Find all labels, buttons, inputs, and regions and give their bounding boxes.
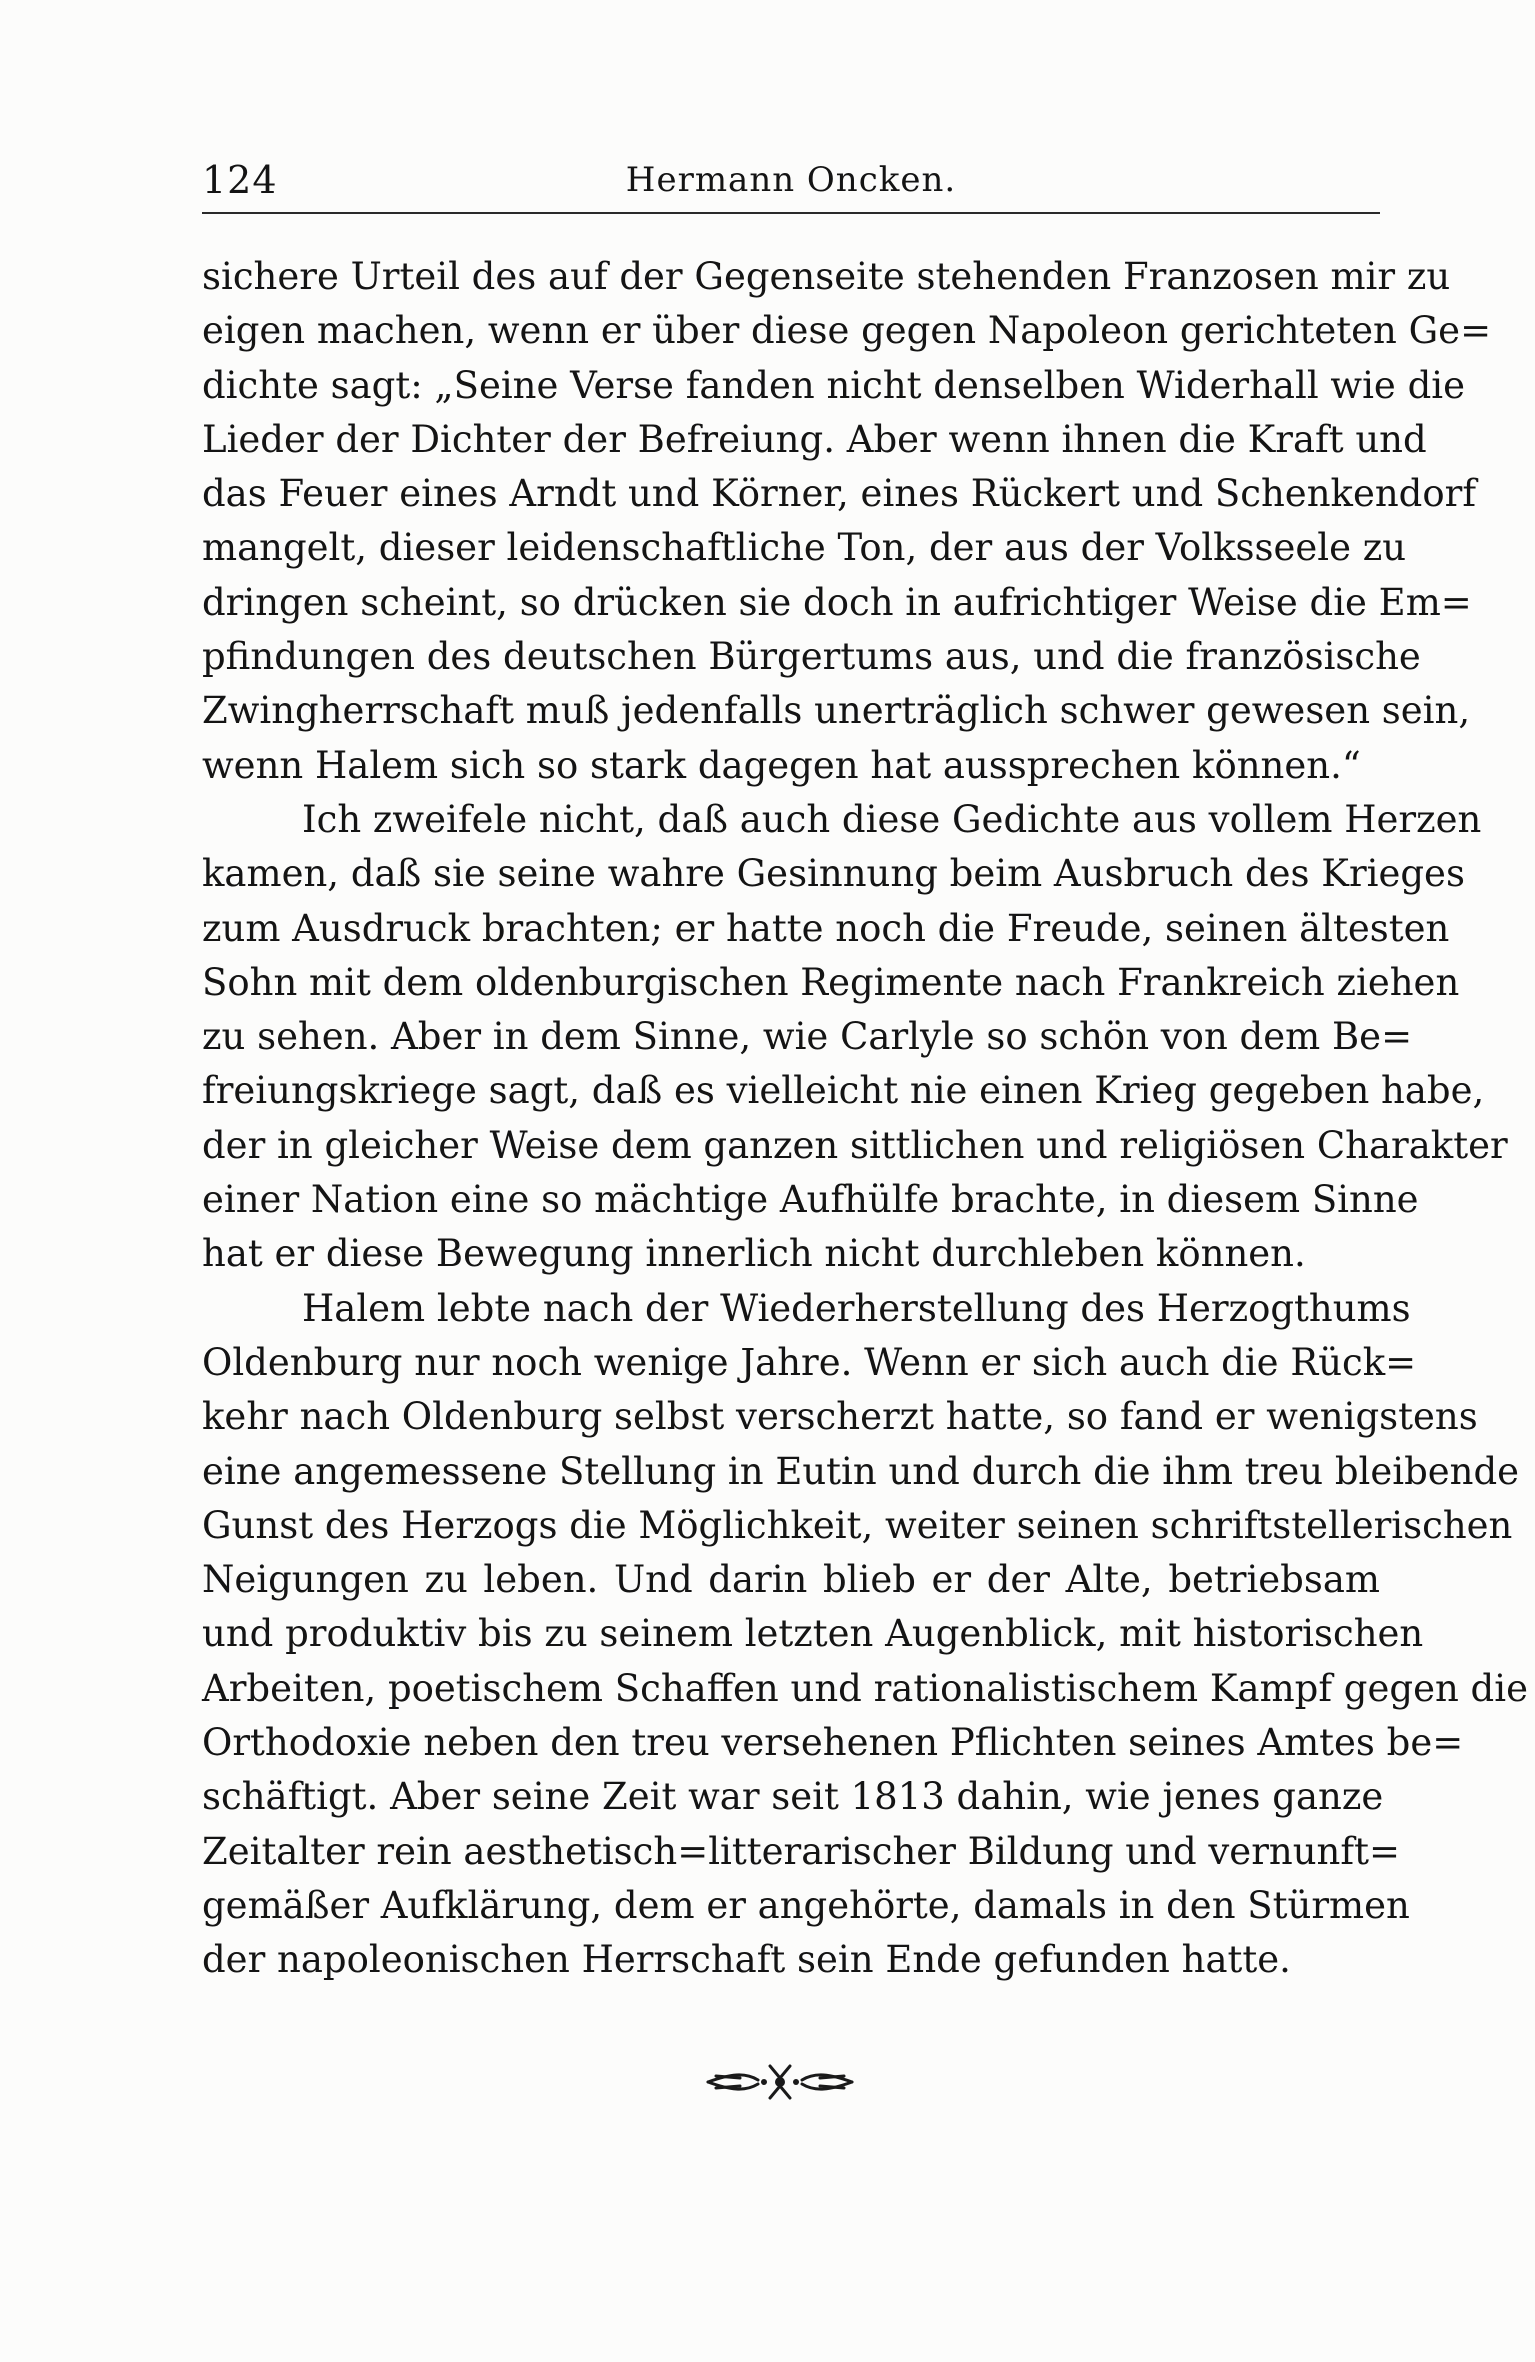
text-line: Neigungen zu leben. Und darin blieb er der Alte, betriebsam — [202, 1558, 1380, 1602]
page-header — [202, 150, 1380, 206]
text-line: wenn Halem sich so stark dagegen hat aussprechen können.“ — [202, 743, 1361, 787]
text-line: Gunst des Herzogs die Möglichkeit, weiter seinen schriftstellerischen — [202, 1503, 1513, 1547]
text-line: das Feuer eines Arndt und Körner, eines Rückert und Schenkendorf — [202, 472, 1477, 516]
text-line: Oldenburg nur noch wenige Jahre. Wenn er sich auch die Rück= — [202, 1340, 1417, 1384]
text-line: zum Ausdruck brachten; er hatte noch die Freude, seinen ältesten — [202, 906, 1450, 950]
text-line: Halem lebte nach der Wiederherstellung des Herzogthums — [302, 1286, 1411, 1330]
text-line: Arbeiten, poetischem Schaffen und rationalistischem Kampf gegen die — [202, 1666, 1528, 1710]
text-line: kamen, daß sie seine wahre Gesinnung beim Ausbruch des Krieges — [202, 852, 1465, 896]
text-line: einer Nation eine so mächtige Aufhülfe brachte, in diesem Sinne — [202, 1178, 1419, 1222]
text-line: schäftigt. Aber seine Zeit war seit 1813 dahin, wie jenes ganze — [202, 1775, 1384, 1819]
text-line: Sohn mit dem oldenburgischen Regimente nach Frankreich ziehen — [202, 960, 1460, 1004]
text-line: sichere Urteil des auf der Gegenseite stehenden Franzosen mir zu — [202, 255, 1451, 298]
paragraph-1 — [202, 250, 1492, 793]
paragraph-2 — [202, 793, 1508, 1282]
header-rule — [202, 212, 1380, 214]
text-line: freiungskriege sagt, daß es vielleicht nie einen Krieg gegeben habe, — [202, 1069, 1485, 1113]
page-number: 124 — [202, 158, 278, 202]
text-line: zu sehen. Aber in dem Sinne, wie Carlyle so schön von dem Be= — [202, 1015, 1413, 1059]
text-line: gemäßer Aufklärung, dem er angehörte, damals in den Stürmen — [202, 1883, 1410, 1927]
text-line: pfindungen des deutschen Bürgertums aus, und die französische — [202, 635, 1421, 679]
paragraph-3 — [202, 1282, 1528, 1988]
text-line: Zwingherrschaft muß jedenfalls unerträglich schwer gewesen sein, — [202, 689, 1471, 733]
text-line: Zeitalter rein aesthetisch=litterarischer Bildung und vernunft= — [202, 1829, 1400, 1873]
text-line: Orthodoxie neben den treu versehenen Pflichten seines Amtes be= — [202, 1721, 1464, 1765]
text-line: eigen machen, wenn er über diese gegen Napoleon gerichteten Ge= — [202, 309, 1492, 353]
text-line: und produktiv bis zu seinem letzten Augenblick, mit historischen — [202, 1612, 1424, 1656]
text-line: der in gleicher Weise dem ganzen sittlichen und religiösen Charakter — [202, 1123, 1508, 1167]
text-line: Lieder der Dichter der Befreiung. Aber wenn ihnen die Kraft und — [202, 417, 1427, 461]
body-text — [202, 250, 1528, 1988]
text-line: dichte sagt: „Seine Verse fanden nicht denselben Widerhall wie die — [202, 363, 1465, 407]
text-line: der napoleonischen Herrschaft sein Ende gefunden hatte. — [202, 1938, 1291, 1982]
text-line: mangelt, dieser leidenschaftliche Ton, der aus der Volksseele zu — [202, 526, 1407, 570]
text-line: hat er diese Bewegung innerlich nicht durchleben können. — [202, 1232, 1306, 1276]
text-line: Ich zweifele nicht, daß auch diese Gedichte aus vollem Herzen — [302, 797, 1482, 841]
text-line: dringen scheint, so drücken sie doch in aufrichtiger Weise die Em= — [202, 580, 1472, 624]
running-head: Hermann Oncken. — [625, 160, 957, 200]
text-line: kehr nach Oldenburg selbst verscherzt hatte, so fand er wenigstens — [202, 1395, 1478, 1439]
text-line: eine angemessene Stellung in Eutin und durch die ihm treu bleibende — [202, 1449, 1520, 1493]
end-ornament-icon — [700, 2052, 860, 2112]
